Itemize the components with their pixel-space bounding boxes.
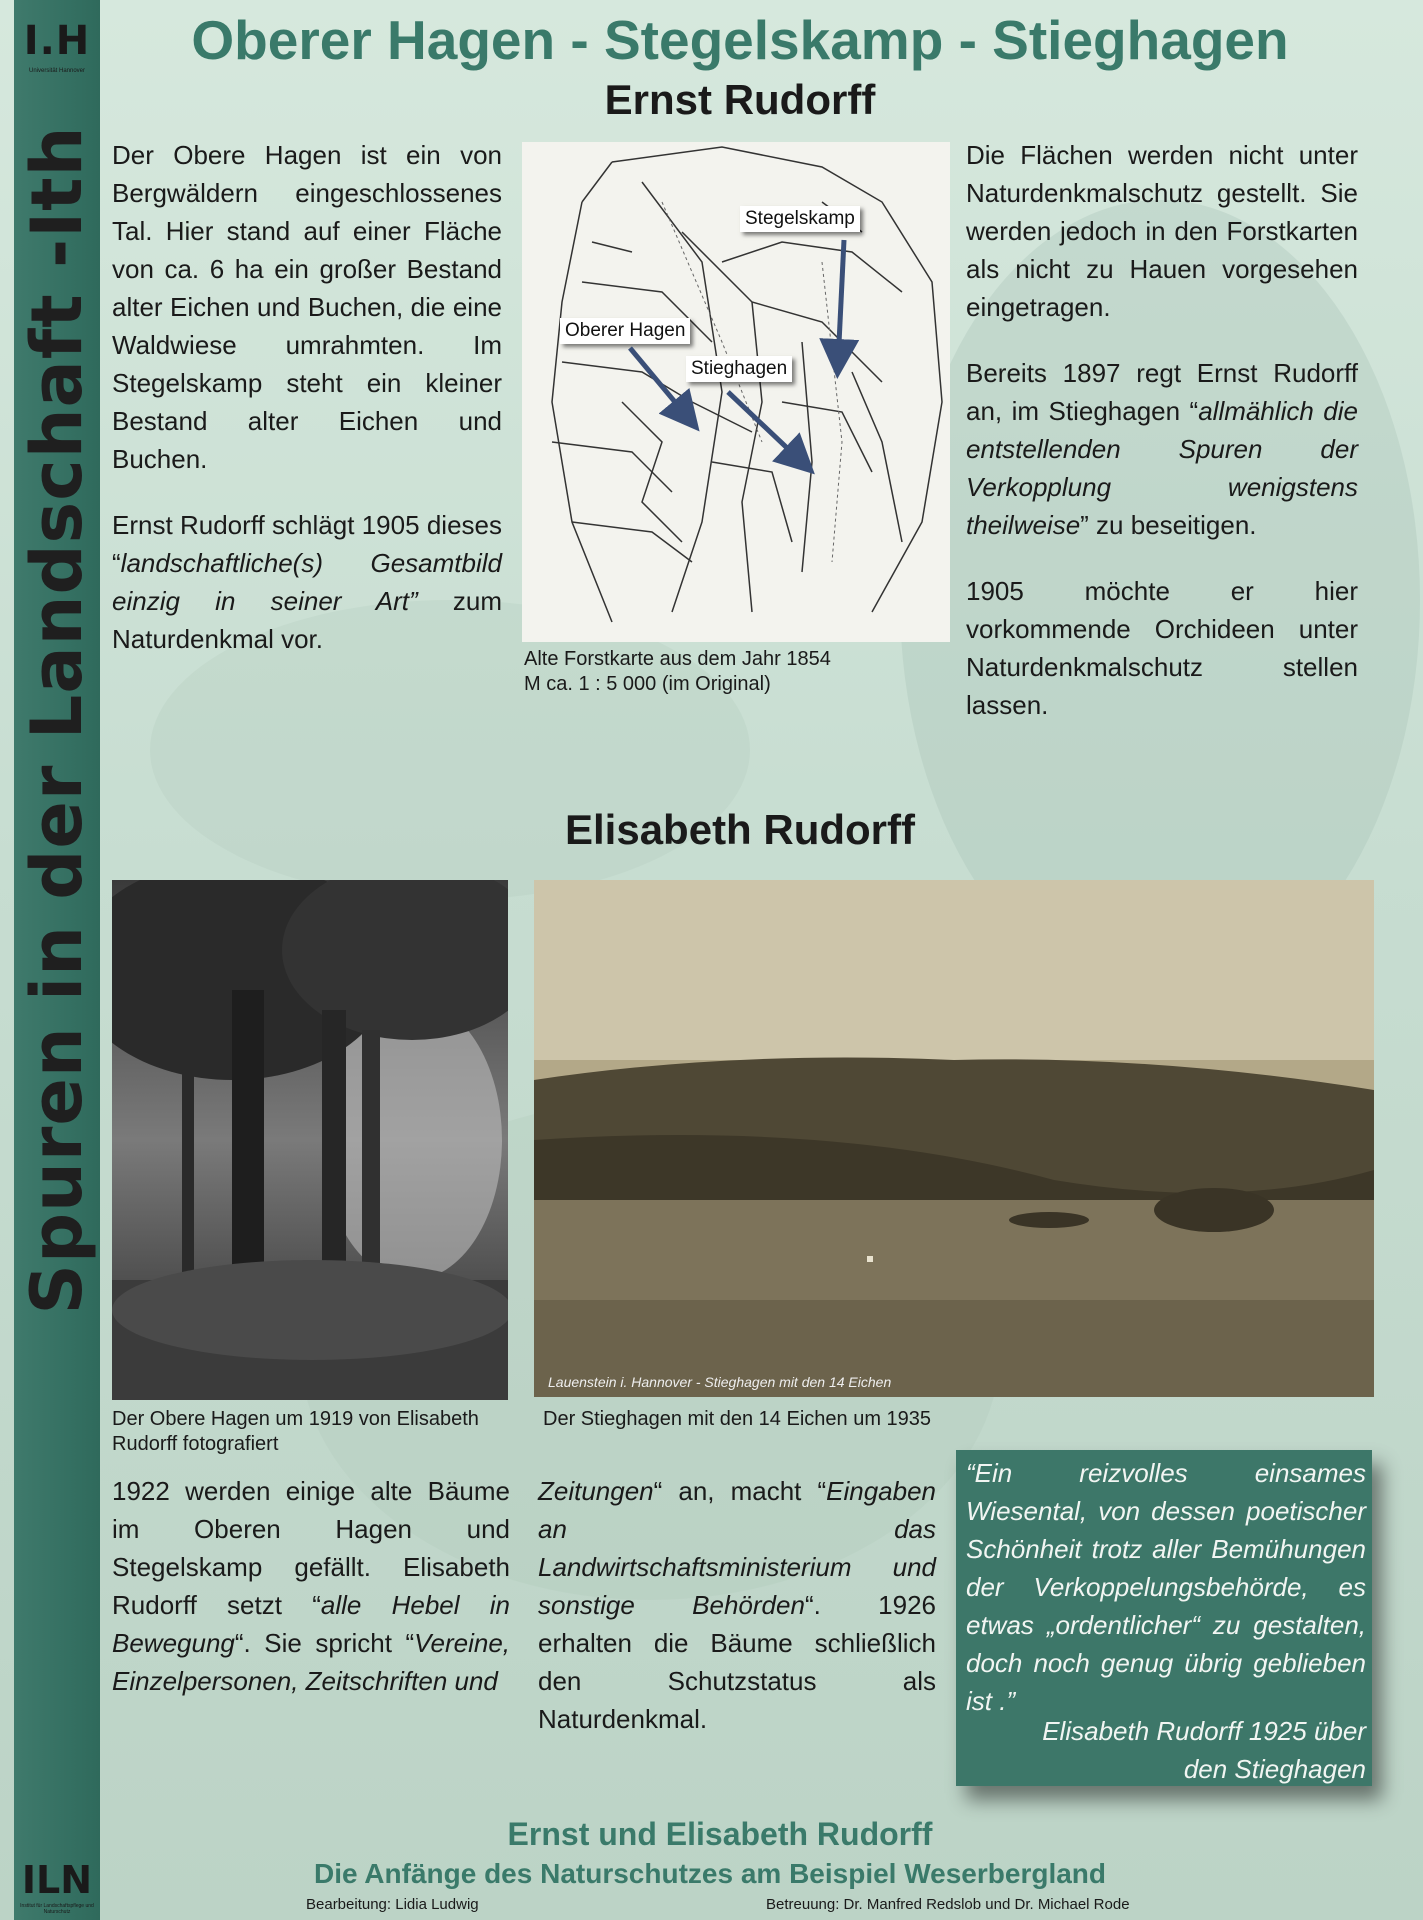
text-column-middle-bottom (538, 1472, 936, 1766)
text-span: Ernst Rudorff schlägt 1905 dieses “ (112, 510, 502, 578)
university-logo: I.H (23, 18, 91, 64)
paragraph: Die Flächen werden nicht unter Naturdenkmalschutz gestellt. Sie werden jedoch in den Forstkarten als nicht zu Hauen vorgesehen eingetragen. (966, 140, 1358, 322)
forest-map-image (522, 142, 950, 642)
text-column-right-top (966, 136, 1358, 752)
paragraph (112, 506, 502, 658)
quote-span: Eingaben an das Landwirtschaftsministerium und sonstige Behörden (538, 1476, 936, 1620)
map-label-stieghagen: Stieghagen (686, 356, 792, 382)
institute-logo-subtext: Institut für Landschaftspflege und Naturschutz (20, 1903, 94, 1915)
map-label-stegelskamp: Stegelskamp (740, 206, 860, 232)
paragraph: Der Obere Hagen ist ein von Bergwäldern eingeschlossenes Tal. Hier stand auf einer Fläche von ca. 6 ha ein großer Bestand alter Eichen und Buchen, die eine Waldwiese umrahmten. Im Stegelskamp steht ein kleiner Bestand alter Eichen und Buchen. (112, 140, 502, 474)
meadow-photo-caption: Der Stieghagen mit den 14 Eichen um 1935 (543, 1408, 932, 1430)
institute-logo: ILN (21, 1858, 93, 1902)
paragraph: 1905 möchte er hier vorkommende Orchideen unter Naturdenkmalschutz stellen lassen. (966, 576, 1358, 720)
footer-title: Ernst und Elisabeth Rudorff (507, 1816, 933, 1852)
text-span: “. Sie spricht “ (234, 1628, 415, 1658)
paragraph (112, 1472, 510, 1700)
quote-span: Vereine, Einzelpersonen, Zeitschriften und (112, 1628, 510, 1696)
forest-photo-drawing (112, 880, 508, 1400)
text-span: zum Naturdenkmal vor. (112, 586, 503, 654)
sidebar-vertical-title: Spuren in der Landschaft -Ith (16, 125, 98, 1315)
quote-span: allmählich die entstellenden Spuren der Verkopplung wenigstens theilweise (966, 396, 1358, 540)
text-column-left-top (112, 136, 502, 686)
quote-author (966, 1712, 1366, 1788)
quote-span: alle Hebel in Bewegung (112, 1590, 510, 1658)
map-label-oberer-hagen: Oberer Hagen (560, 318, 690, 344)
footer-supervisors: Betreuung: Dr. Manfred Redslob und Dr. Michael Rode (766, 1896, 1130, 1913)
meadow-photo (534, 880, 1374, 1397)
section-title-elisabeth: Elisabeth Rudorff (564, 806, 915, 853)
map-caption (524, 647, 944, 697)
quote-span: Zeitungen (538, 1476, 654, 1506)
page-title: Oberer Hagen - Stegelskamp - Stieghagen (191, 9, 1289, 71)
text-column-left-bottom (112, 1472, 510, 1728)
footer-author: Bearbeitung: Lidia Ludwig (306, 1896, 479, 1913)
text-span: 1922 werden einige alte Bäume im Oberen Hagen und Stegelskamp gefällt. Elisabeth Rudorff setzt “ (112, 1476, 510, 1620)
footer-subtitle: Die Anfänge des Naturschutzes am Beispiel Weserbergland (313, 1858, 1106, 1889)
section-title-ernst: Ernst Rudorff (604, 76, 876, 123)
meadow-photo-inscription: Lauenstein i. Hannover - Stieghagen mit den 14 Eichen (548, 1374, 892, 1390)
forest-photo-caption: Der Obere Hagen um 1919 von Elisabeth Rudorff fotografiert (112, 1408, 479, 1455)
quote-span: landschaftliche(s) Gesamtbild einzig in seiner Art” (112, 548, 502, 616)
text-span: “ an, macht “ (653, 1476, 827, 1506)
text-span: “. 1926 erhalten die Bäume schließlich den Schutzstatus als Naturdenkmal. (538, 1590, 936, 1734)
map-arrows (522, 142, 950, 642)
quote-author-line: den Stieghagen (1183, 1754, 1366, 1784)
text-span: ” zu beseitigen. (1080, 510, 1257, 540)
meadow-photo-drawing (534, 880, 1374, 1397)
paragraph (538, 1472, 936, 1738)
forest-photo (112, 880, 508, 1400)
paragraph (966, 354, 1358, 544)
quote-author-line: Elisabeth Rudorff 1925 über (1042, 1716, 1366, 1746)
text-span: Bereits 1897 regt Ernst Rudorff an, im Stieghagen “ (966, 358, 1358, 426)
caption-line: Alte Forstkarte aus dem Jahr 1854 (524, 648, 831, 670)
university-logo-subtext: Universität Hannover (28, 68, 86, 74)
caption-line: M ca. 1 : 5 000 (im Original) (524, 673, 771, 695)
quote-text: “Ein reizvolles einsames Wiesental, von dessen poetischer Schönheit trotz aller Bemühungen der Verkoppelungsbehörde, es etwas „ordentlicher“ zu gestalten, doch noch genug übrig geblieben ist .” (966, 1458, 1366, 1716)
